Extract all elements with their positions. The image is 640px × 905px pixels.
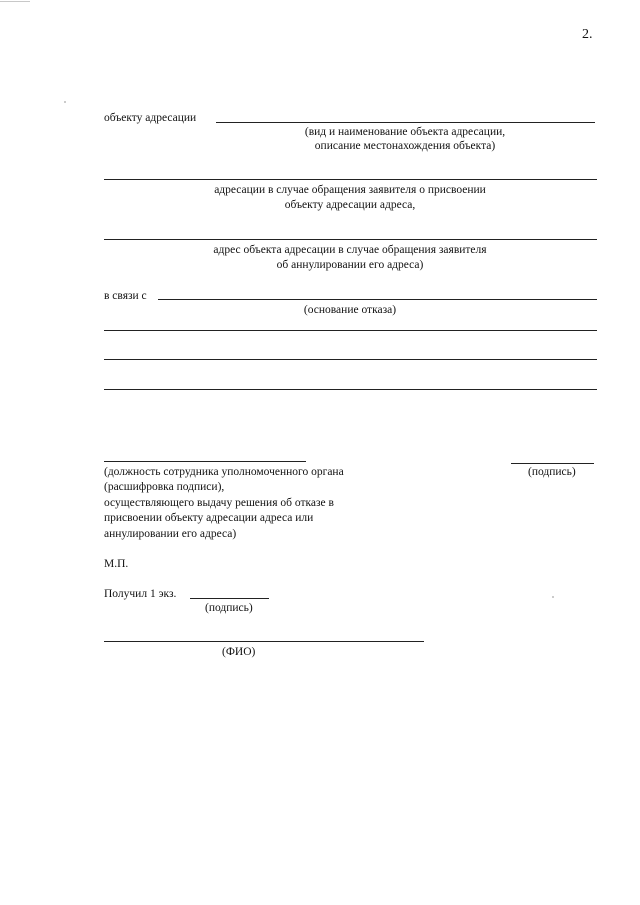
reason-caption: (основание отказа) (303, 304, 397, 316)
cancel-caption-line1: адрес объекта адресации в случае обращения заявителя (213, 244, 487, 256)
received-label: Получил 1 экз. (104, 588, 177, 600)
reason-line-4 (104, 389, 597, 390)
scan-speck (552, 596, 554, 598)
official-caption-line3: осуществляющего выдачу решения об отказе в (104, 497, 334, 509)
official-fill-line (104, 461, 306, 462)
page-number: 2. (582, 27, 593, 42)
cancel-fill-line (104, 239, 597, 240)
scan-artifact-mark (0, 1, 30, 2)
received-signature-caption: (подпись) (205, 602, 253, 614)
stamp-place: М.П. (104, 558, 129, 570)
official-signature-caption: (подпись) (528, 466, 576, 478)
assign-fill-line (104, 179, 597, 180)
official-signature-line (511, 463, 594, 464)
object-caption-line1: (вид и наименование объекта адресации, (304, 126, 506, 138)
reason-label: в связи с (104, 290, 147, 302)
received-signature-line (190, 598, 269, 599)
object-fill-line (216, 122, 595, 123)
scan-speck (64, 101, 66, 103)
official-caption-line2: (расшифровка подписи), (104, 481, 225, 493)
object-label: объекту адресации (104, 112, 197, 124)
reason-fill-line (158, 299, 597, 300)
cancel-caption-line2: об аннулировании его адреса) (276, 259, 424, 271)
official-caption-line4: присвоении объекту адресации адреса или (104, 512, 314, 524)
official-caption-line1: (должность сотрудника уполномоченного органа (104, 466, 344, 478)
reason-line-2 (104, 330, 597, 331)
object-caption-line2: описание местонахождения объекта) (314, 140, 496, 152)
fio-fill-line (104, 641, 424, 642)
assign-caption-line1: адресации в случае обращения заявителя о присвоении (214, 184, 486, 196)
assign-caption-line2: объекту адресации адреса, (284, 199, 416, 211)
official-caption-line5: аннулировании его адреса) (104, 528, 237, 540)
fio-caption: (ФИО) (222, 646, 256, 658)
reason-line-3 (104, 359, 597, 360)
